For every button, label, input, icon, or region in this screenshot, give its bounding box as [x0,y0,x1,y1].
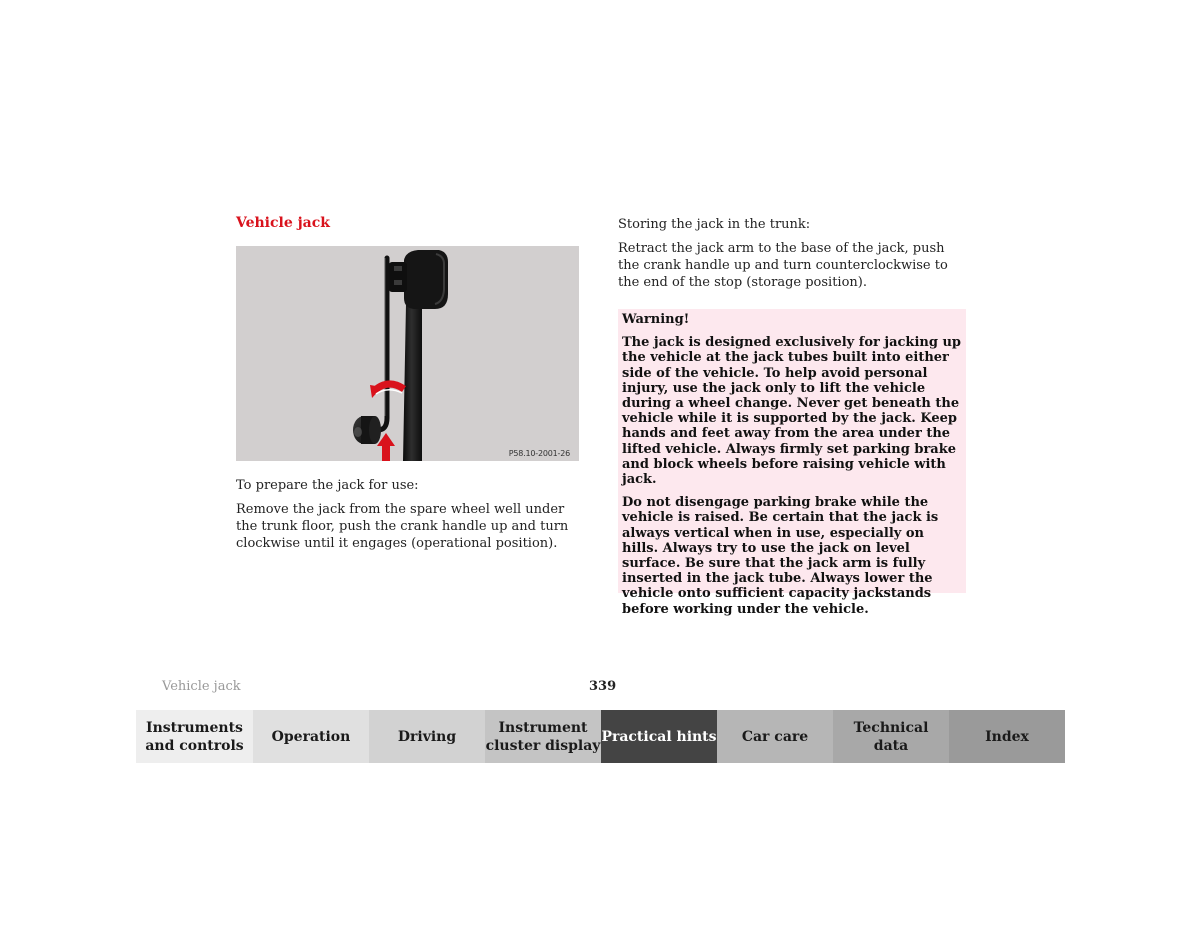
warning-title: Warning! [622,312,690,327]
jack-drawing [236,246,579,461]
warning-paragraph-2: Do not disengage parking brake while the vehicle is raised. Be certain that the jack is always vertical when in use, especially on hills. Always try to use the jack on level surface. Be sure that the jack arm is fully inserted in the jack tube. Always lower the vehicle onto sufficient capacity jackstands before working under the vehicle. [622,495,939,617]
jack-illustration [236,246,579,461]
jack-post [403,284,422,461]
tab-operation[interactable]: Operation [253,710,369,763]
warning-box [618,309,966,617]
section-title: Vehicle jack [236,215,330,231]
tab-driving[interactable]: Driving [369,710,485,763]
page-number: 339 [589,679,617,694]
tab-instrument-cluster-display[interactable]: Instrument cluster display [485,710,601,763]
chapter-nav [136,710,1065,763]
crank-rod [364,258,387,430]
tab-practical-hints[interactable]: Practical hints [601,710,717,763]
warning-paragraph-1: The jack is designed exclusively for jacking up the vehicle at the jack tubes built into either side of the vehicle. To help avoid personal injury, use the jack only to lift the vehicle during a wheel change. Never get beneath the vehicle while it is supported by the jack. Keep hands and feet away from the area under the lifted vehicle. Always firmly set parking brake and block wheels before raising vehicle with jack. [622,335,961,488]
tab-instruments-and-controls[interactable]: Instruments and controls [136,710,253,763]
right-body: Retract the jack arm to the base of the jack, push the crank handle up and turn counterclockwise to the end of the stop (storage position). [618,241,948,290]
right-intro: Storing the jack in the trunk: [618,217,811,232]
tab-technical-data[interactable]: Technical data [833,710,949,763]
left-body: Remove the jack from the spare wheel well under the trunk floor, push the crank handle up and turn clockwise until it engages (operational position). [236,502,569,551]
tab-car-care[interactable]: Car care [717,710,833,763]
footer-title: Vehicle jack [162,679,241,694]
left-intro: To prepare the jack for use: [236,478,419,493]
figure-code: P58.10-2001-26 [508,449,570,458]
crank-knob [353,416,381,444]
tab-index[interactable]: Index [949,710,1065,763]
